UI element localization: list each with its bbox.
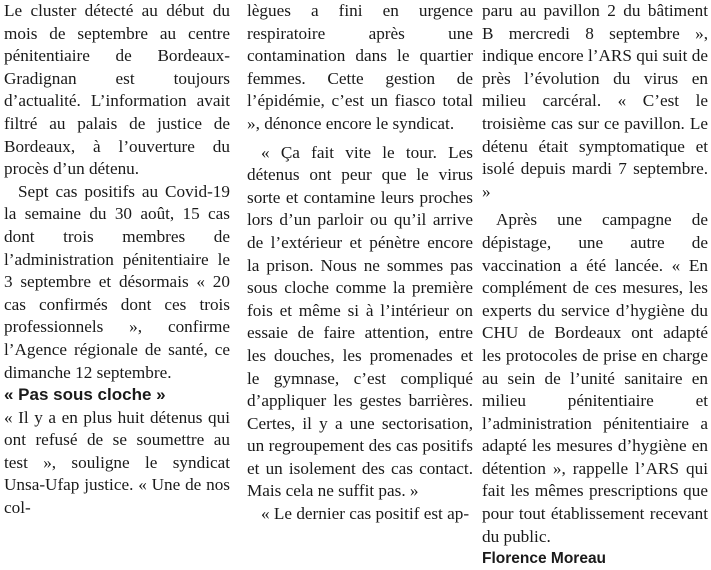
paragraph-intro: Le cluster détecté au début du mois de septembre au centre pénitentiaire de Bordeaux-Gradignan est toujours d’actualité. L’information avait filtré au palais de justice de Bordeaux, à l’ouverture du procès d’un détenu. (4, 1, 230, 179)
paragraph-vaccination: Après une campagne de dépistage, une autre de vaccination a été lancée. « En complément de ces mesures, les experts du service d’hygiène du CHU de Bordeaux ont adapté les protocoles de prise en charge au sein de l’unité sanitaire en milieu pénitentiaire et l’administration pénitentiaire a adapté les mesures d’hygiène en détention », rappelle l’ARS qui fait les mêmes prescriptions que pour tout établissement recevant du public. (482, 210, 708, 546)
article-column-2 (247, 0, 473, 526)
article-column-3 (482, 0, 708, 570)
paragraph-pavilion: paru au pavillon 2 du bâtiment B mercredi 8 septembre », indique encore l’ARS qui suit de près l’évolution du virus en milieu carcéral. « C’est le troisième cas sur ce pavillon. Le détenu était symptomatique et isolé depuis mardi 7 septembre. » (482, 1, 708, 201)
paragraph-cases: Sept cas positifs au Covid-19 la semaine du 30 août, 15 cas dont trois membres de l’administration pénitentiaire le 3 septembre et désormais « 20 cas confirmés dont ces trois professionnels », confirme l’Agence régionale de santé, ce dimanche 12 septembre. (4, 181, 230, 382)
paragraph-last-case: « Le dernier cas positif est ap- (261, 504, 470, 524)
paragraph-detainees: « Ça fait vite le tour. Les détenus ont peur que le virus sorte et contamine leurs proches lors d’un parloir ou qu’il arrive de l’extérieur et pénètre encore la prison. Nous ne sommes pas sous cloche comme la première fois et même si à l’intérieur on essaie de faire attention, entre les douches, les promenades et le gymnase, c’est compliqué d’appliquer les gestes barrières. Certes, il y a une sectorisation, un regroupement des cas positifs et un isolement des cas contact. Mais cela ne suffit pas. » (247, 142, 473, 501)
article-column-1 (4, 0, 230, 520)
paragraph-fiasco: lègues a fini en urgence respiratoire après une contamination dans le quartier femmes. Cette gestion de l’épidémie, c’est un fiasco total », dénonce encore le syndicat. (247, 1, 473, 133)
section-heading: « Pas sous cloche » (4, 385, 166, 405)
author-byline: Florence Moreau (482, 550, 607, 568)
paragraph-union: « Il y a en plus huit détenus qui ont refusé de se soumettre au test », souligne le syndicat Unsa-Ufap justice. « Une de nos col- (4, 407, 230, 518)
